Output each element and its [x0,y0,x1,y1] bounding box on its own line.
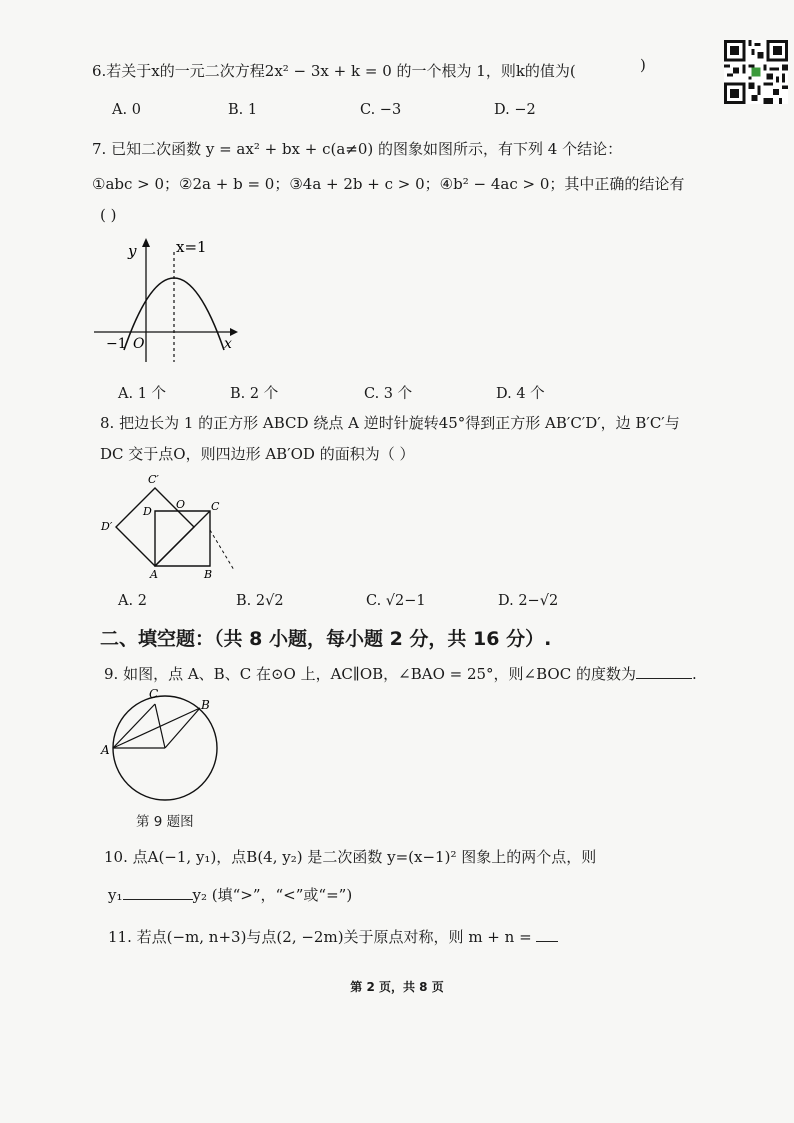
q9-stem-end: . [691,665,697,683]
segment-ob [165,708,200,748]
x-axis-label: x [224,336,232,352]
neg-one-label: −1 [106,336,127,352]
label-c: C [149,687,159,701]
x-axis-arrow-icon [230,328,238,336]
y-axis-arrow-icon [142,238,150,247]
q7-option-a: A. 1 个 [118,386,167,402]
q8-option-a: A. 2 [118,593,147,609]
q8-option-b: B. 2√2 [236,593,284,609]
q11-stem-text: 11. 若点(−m, n+3)与点(2, −2m)关于原点对称，则 m + n = [108,928,532,946]
q8-option-d: D. 2−√2 [498,593,559,609]
q6-stem: 6.若关于x的一元二次方程2x² − 3x + k = 0 的一个根为 1，则k的值为( [92,62,576,80]
q9-figure-caption: 第 9 题图 [136,814,194,830]
q7-option-b: B. 2 个 [230,386,279,402]
q7-option-d: D. 4 个 [496,386,545,402]
label-b: B [204,568,213,581]
q6-close-paren: ) [640,56,646,74]
segment-oc [155,704,165,748]
q11-stem [108,926,558,947]
origin-label: O [133,336,145,352]
q9-answer-blank [636,678,692,679]
chord-ac [113,704,155,748]
q8-option-c: C. √2−1 [366,593,426,609]
label-d: D [143,505,152,518]
q9-stem-text: 9. 如图，点 A、B、C 在⊙O 上，AC∥OB，∠BAO = 25°，则∠BOC 的度数为 [104,665,636,683]
q6-option-a: A. 0 [112,102,141,118]
q10-stem: 10. 点A(−1, y₁)，点B(4, y₂) 是二次函数 y=(x−1)² 图象上的两个点，则 [104,848,597,866]
y-axis-label: y [128,242,137,260]
label-c: C [211,500,220,513]
q10-y1: y₁ [108,886,123,904]
section2-heading: 二、填空题：（共 8 小题，每小题 2 分，共 16 分）. [100,628,552,650]
q7-answer-paren: ( ) [100,206,117,224]
symmetry-axis-label: x=1 [176,238,207,256]
q11-answer-blank [536,941,558,942]
label-a: A [150,568,158,581]
q8-square-rotation-figure [98,470,248,585]
q7-parabola-graph [90,232,250,372]
q7-stem: 7. 已知二次函数 y = ax² + bx + c(a≠0) 的图象如图所示，有下列 4 个结论： [92,140,623,158]
label-c-prime: C′ [148,473,159,486]
dashed-extension [210,530,234,570]
q8-stem-line1: 8. 把边长为 1 的正方形 ABCD 绕点 A 逆时针旋转45°得到正方形 AB′C′D′，边 B′C′与 [100,414,680,432]
q7-option-c: C. 3 个 [364,386,413,402]
label-o: O [176,498,186,511]
q6-option-d: D. −2 [494,102,536,118]
q10-answer-blank [123,899,193,900]
page-footer: 第 2 页，共 8 页 [350,980,444,994]
q10-line2 [108,884,352,905]
q10-instruction: y₂ (填“>”，“<”或“=”) [192,886,353,904]
q6-option-c: C. −3 [360,102,402,118]
label-a: A [101,743,110,757]
q9-circle-figure [100,686,230,806]
q6-option-b: B. 1 [228,102,258,118]
qr-code [724,40,788,104]
q7-conclusions: ①abc > 0；②2a + b = 0；③4a + 2b + c > 0；④b² − 4ac > 0；其中正确的结论有 [92,175,685,193]
diagonal-ac [155,511,210,566]
q8-stem-line2: DC 交于点O，则四边形 AB′OD 的面积为（ ） [100,445,415,463]
q9-stem [104,663,697,684]
label-b: B [201,698,210,712]
label-d-prime: D′ [101,520,113,533]
